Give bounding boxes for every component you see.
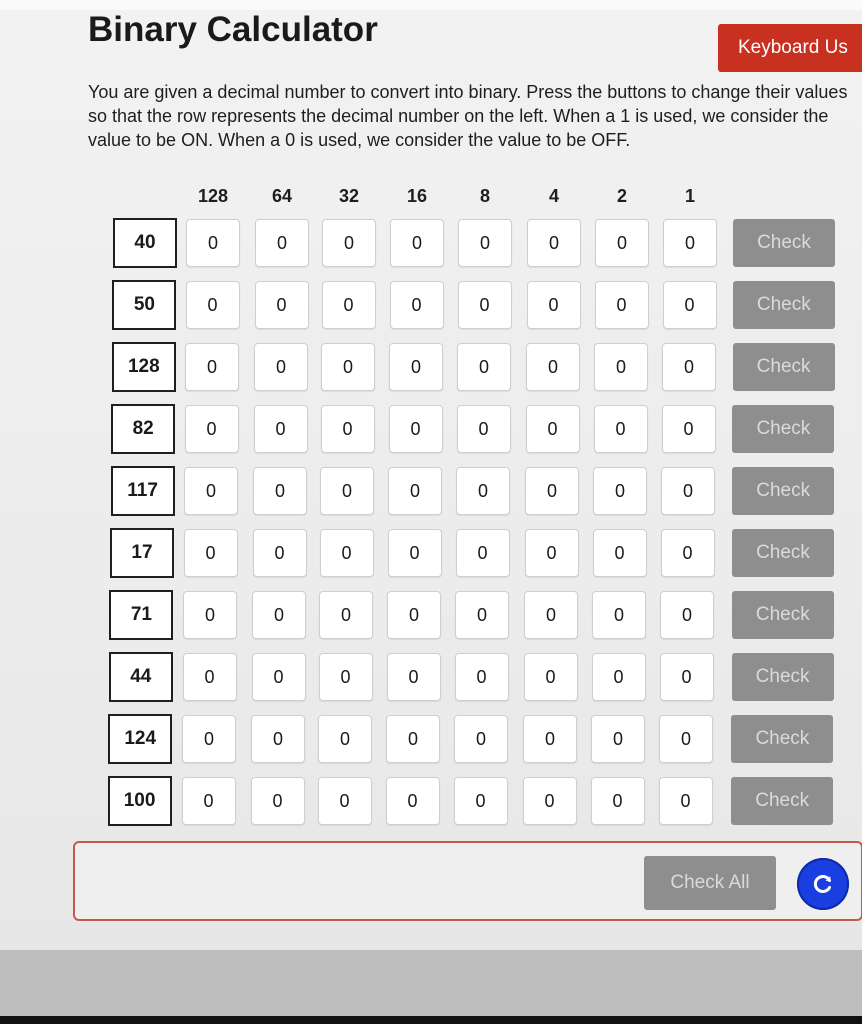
bit-toggle-32[interactable]: 0	[320, 467, 374, 515]
bit-toggle-2[interactable]: 0	[591, 777, 645, 825]
bottom-strip	[0, 950, 862, 1016]
bit-toggle-64[interactable]: 0	[255, 281, 309, 329]
decimal-value: 124	[108, 714, 172, 764]
bit-toggle-1[interactable]: 0	[661, 529, 715, 577]
top-edge	[0, 0, 862, 10]
column-header-32: 32	[338, 186, 360, 206]
binary-row	[0, 466, 811, 530]
bit-toggle-64[interactable]: 0	[255, 219, 309, 267]
decimal-value: 100	[108, 776, 172, 826]
bit-toggle-4[interactable]: 0	[525, 467, 579, 515]
bit-toggle-16[interactable]: 0	[387, 591, 441, 639]
binary-row	[0, 218, 811, 282]
bit-toggle-32[interactable]: 0	[322, 219, 376, 267]
column-header-2: 2	[616, 186, 627, 206]
bit-toggle-2[interactable]: 0	[592, 653, 646, 701]
bit-toggle-2[interactable]: 0	[594, 405, 648, 453]
column-header-16: 16	[406, 186, 428, 206]
check-button[interactable]: Check	[732, 405, 834, 453]
decimal-value: 40	[113, 218, 177, 268]
bit-toggle-2[interactable]: 0	[595, 281, 649, 329]
check-button[interactable]: Check	[732, 653, 834, 701]
bit-toggle-1[interactable]: 0	[661, 467, 715, 515]
bit-toggle-8[interactable]: 0	[454, 777, 508, 825]
bit-toggle-128[interactable]: 0	[182, 777, 236, 825]
bit-toggle-32[interactable]: 0	[322, 281, 376, 329]
bit-toggle-16[interactable]: 0	[390, 219, 444, 267]
bit-toggle-128[interactable]: 0	[183, 653, 237, 701]
bit-toggle-64[interactable]: 0	[254, 343, 308, 391]
bit-toggle-4[interactable]: 0	[526, 405, 580, 453]
bit-toggle-32[interactable]: 0	[321, 343, 375, 391]
bit-toggle-128[interactable]: 0	[184, 529, 238, 577]
bit-toggle-8[interactable]: 0	[455, 653, 509, 701]
column-header-4: 4	[548, 186, 559, 206]
check-all-button[interactable]: Check All	[644, 856, 776, 910]
bit-toggle-64[interactable]: 0	[253, 529, 307, 577]
bit-toggle-4[interactable]: 0	[525, 529, 579, 577]
bit-toggle-16[interactable]: 0	[386, 715, 440, 763]
check-button[interactable]: Check	[731, 715, 833, 763]
bit-toggle-64[interactable]: 0	[252, 653, 306, 701]
bit-toggle-32[interactable]: 0	[318, 715, 372, 763]
binary-row	[0, 714, 810, 778]
instructions-text: You are given a decimal number to convert into binary. Press the buttons to change their values so that the row represents the decimal number on the left. When a 1 is used, we consider the value to be ON. When a 0 is used, we consider the value to be OFF.	[88, 82, 848, 150]
decimal-value: 82	[111, 404, 175, 454]
reset-icon	[811, 872, 835, 896]
bit-toggle-4[interactable]: 0	[527, 281, 581, 329]
bit-toggle-1[interactable]: 0	[659, 777, 713, 825]
binary-row	[0, 280, 811, 344]
bit-toggle-4[interactable]: 0	[527, 219, 581, 267]
bit-toggle-128[interactable]: 0	[185, 343, 239, 391]
binary-row	[0, 652, 810, 716]
bit-toggle-64[interactable]: 0	[253, 467, 307, 515]
binary-row	[0, 342, 811, 406]
bit-toggle-128[interactable]: 0	[186, 219, 240, 267]
bit-toggle-64[interactable]: 0	[254, 405, 308, 453]
bit-toggle-8[interactable]: 0	[457, 343, 511, 391]
bit-toggle-16[interactable]: 0	[389, 343, 443, 391]
bit-toggle-128[interactable]: 0	[182, 715, 236, 763]
check-button[interactable]: Check	[731, 777, 833, 825]
bit-toggle-1[interactable]: 0	[660, 653, 714, 701]
bit-toggle-1[interactable]: 0	[663, 281, 717, 329]
bit-toggle-2[interactable]: 0	[591, 715, 645, 763]
binary-row	[0, 776, 810, 840]
decimal-value: 71	[109, 590, 173, 640]
bit-toggle-128[interactable]: 0	[186, 281, 240, 329]
bit-toggle-1[interactable]: 0	[659, 715, 713, 763]
bit-toggle-4[interactable]: 0	[526, 343, 580, 391]
bit-toggle-32[interactable]: 0	[319, 653, 373, 701]
bit-toggle-1[interactable]: 0	[660, 591, 714, 639]
bit-toggle-16[interactable]: 0	[390, 281, 444, 329]
decimal-value: 117	[111, 466, 175, 516]
bit-toggle-2[interactable]: 0	[595, 219, 649, 267]
bit-toggle-128[interactable]: 0	[184, 467, 238, 515]
decimal-value: 44	[109, 652, 173, 702]
bit-toggle-4[interactable]: 0	[524, 591, 578, 639]
check-button[interactable]: Check	[732, 467, 834, 515]
bit-toggle-16[interactable]: 0	[387, 653, 441, 701]
bit-toggle-16[interactable]: 0	[386, 777, 440, 825]
bit-toggle-1[interactable]: 0	[662, 343, 716, 391]
bit-toggle-32[interactable]: 0	[320, 529, 374, 577]
keyboard-usage-button[interactable]: Keyboard Us	[718, 24, 862, 72]
bit-toggle-16[interactable]: 0	[388, 529, 442, 577]
check-button[interactable]: Check	[732, 529, 834, 577]
column-header-64: 64	[271, 186, 293, 206]
bit-toggle-2[interactable]: 0	[592, 591, 646, 639]
bottom-edge	[0, 1016, 862, 1024]
bit-toggle-1[interactable]: 0	[662, 405, 716, 453]
check-button[interactable]: Check	[733, 219, 835, 267]
check-button[interactable]: Check	[732, 591, 834, 639]
decimal-value: 50	[112, 280, 176, 330]
bit-toggle-64[interactable]: 0	[251, 777, 305, 825]
column-header-8: 8	[479, 186, 490, 206]
bit-toggle-2[interactable]: 0	[594, 343, 648, 391]
bit-toggle-64[interactable]: 0	[251, 715, 305, 763]
bit-toggle-4[interactable]: 0	[523, 715, 577, 763]
bit-toggle-128[interactable]: 0	[183, 591, 237, 639]
decimal-value: 128	[112, 342, 176, 392]
page-title: Binary Calculator	[88, 10, 378, 49]
binary-row	[0, 590, 810, 654]
bit-toggle-1[interactable]: 0	[663, 219, 717, 267]
bit-toggle-2[interactable]: 0	[593, 529, 647, 577]
bit-toggle-64[interactable]: 0	[252, 591, 306, 639]
bit-toggle-16[interactable]: 0	[389, 405, 443, 453]
bit-toggle-8[interactable]: 0	[458, 281, 512, 329]
check-button[interactable]: Check	[733, 281, 835, 329]
bit-toggle-8[interactable]: 0	[456, 529, 510, 577]
bit-toggle-2[interactable]: 0	[593, 467, 647, 515]
bit-toggle-32[interactable]: 0	[319, 591, 373, 639]
bit-toggle-32[interactable]: 0	[321, 405, 375, 453]
decimal-value: 17	[110, 528, 174, 578]
bit-toggle-8[interactable]: 0	[457, 405, 511, 453]
column-header-1: 1	[684, 186, 695, 206]
bit-toggle-8[interactable]: 0	[458, 219, 512, 267]
check-button[interactable]: Check	[733, 343, 835, 391]
column-header-128: 128	[197, 186, 229, 206]
bit-toggle-128[interactable]: 0	[185, 405, 239, 453]
bit-toggle-8[interactable]: 0	[456, 467, 510, 515]
bit-toggle-4[interactable]: 0	[523, 777, 577, 825]
bit-toggle-32[interactable]: 0	[318, 777, 372, 825]
bit-toggle-8[interactable]: 0	[455, 591, 509, 639]
bit-toggle-4[interactable]: 0	[524, 653, 578, 701]
binary-row	[0, 528, 810, 592]
binary-row	[0, 404, 811, 468]
bit-toggle-8[interactable]: 0	[454, 715, 508, 763]
reset-button[interactable]	[797, 858, 849, 910]
bit-toggle-16[interactable]: 0	[388, 467, 442, 515]
